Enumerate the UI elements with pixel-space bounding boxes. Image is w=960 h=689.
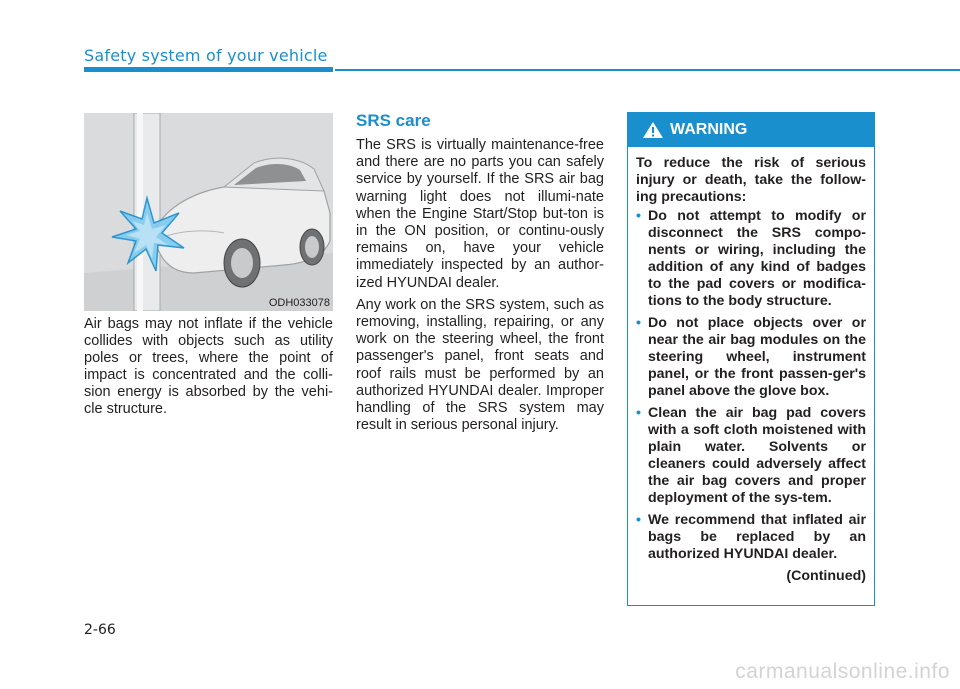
car-pole-collision-illustration [84, 113, 333, 311]
bullet-icon: • [636, 405, 641, 421]
warning-item [636, 405, 866, 507]
srs-paragraph: The SRS is virtually maintenance-free and there are no parts you can safely service by yourself. If the SRS air bag warning light does not illumi-nate when the Engine Start/Stop but-ton is in the ON position, or continu-ously remains on, have your vehicle immediately inspected by an author-ized HYUNDAI dealer. [356, 137, 604, 291]
warning-item [636, 512, 866, 563]
illustration-svg [84, 113, 333, 311]
warning-item [636, 208, 866, 310]
header-rule-thin [335, 69, 960, 71]
warning-item-text: Clean the air bag pad covers with a soft cloth moistened with plain water. Solvents or cleaners could adversely affect the air bag covers and proper deployment of the sys-tem. [648, 405, 866, 506]
srs-care-heading: SRS care [356, 111, 431, 130]
warning-list [636, 208, 866, 563]
warning-intro: To reduce the risk of serious injury or death, take the follow-ing precautions: [636, 155, 866, 205]
warning-item-text: Do not attempt to modify or disconnect the SRS compo-nents or wiring, including the addition of any kind of badges to the pad covers or modifica-tions to the body structure. [648, 208, 866, 309]
warning-item-text: Do not place objects over or near the air bag modules on the steering wheel, instrument panel, or the front passen-ger's panel above the glove box. [648, 315, 866, 399]
header-rule-thick [84, 67, 333, 72]
warning-title: WARNING [670, 121, 748, 138]
bullet-icon: • [636, 512, 641, 528]
warning-header [628, 113, 874, 147]
watermark: carmanualsonline.info [735, 660, 950, 683]
warning-box [627, 112, 875, 606]
srs-paragraph: Any work on the SRS system, such as removing, installing, repairing, or any work on the steering wheel, the front passenger's panel, front seats and roof rails must be performed by an authorized HYUNDAI dealer. Improper handling of the SRS system may result in serious personal injury. [356, 296, 604, 434]
continued-label: (Continued) [786, 568, 866, 584]
warning-triangle-icon [642, 121, 664, 139]
bullet-icon: • [636, 315, 641, 331]
warning-content [628, 147, 874, 585]
warning-item-text: We recommend that inflated air bags be replaced by an authorized HYUNDAI dealer. [648, 512, 866, 562]
warning-item [636, 315, 866, 400]
figure-code-label: ODH033078 [268, 297, 330, 309]
srs-care-body [356, 137, 604, 439]
figure-caption: Air bags may not inflate if the vehicle collides with objects such as utility poles or trees, where the point of impact is concentrated and the colli-sion energy is absorbed by the vehi-cle structure. [84, 316, 333, 417]
page-number: 2-66 [84, 622, 116, 638]
bullet-icon: • [636, 208, 641, 224]
section-title: Safety system of your vehicle [84, 46, 328, 65]
